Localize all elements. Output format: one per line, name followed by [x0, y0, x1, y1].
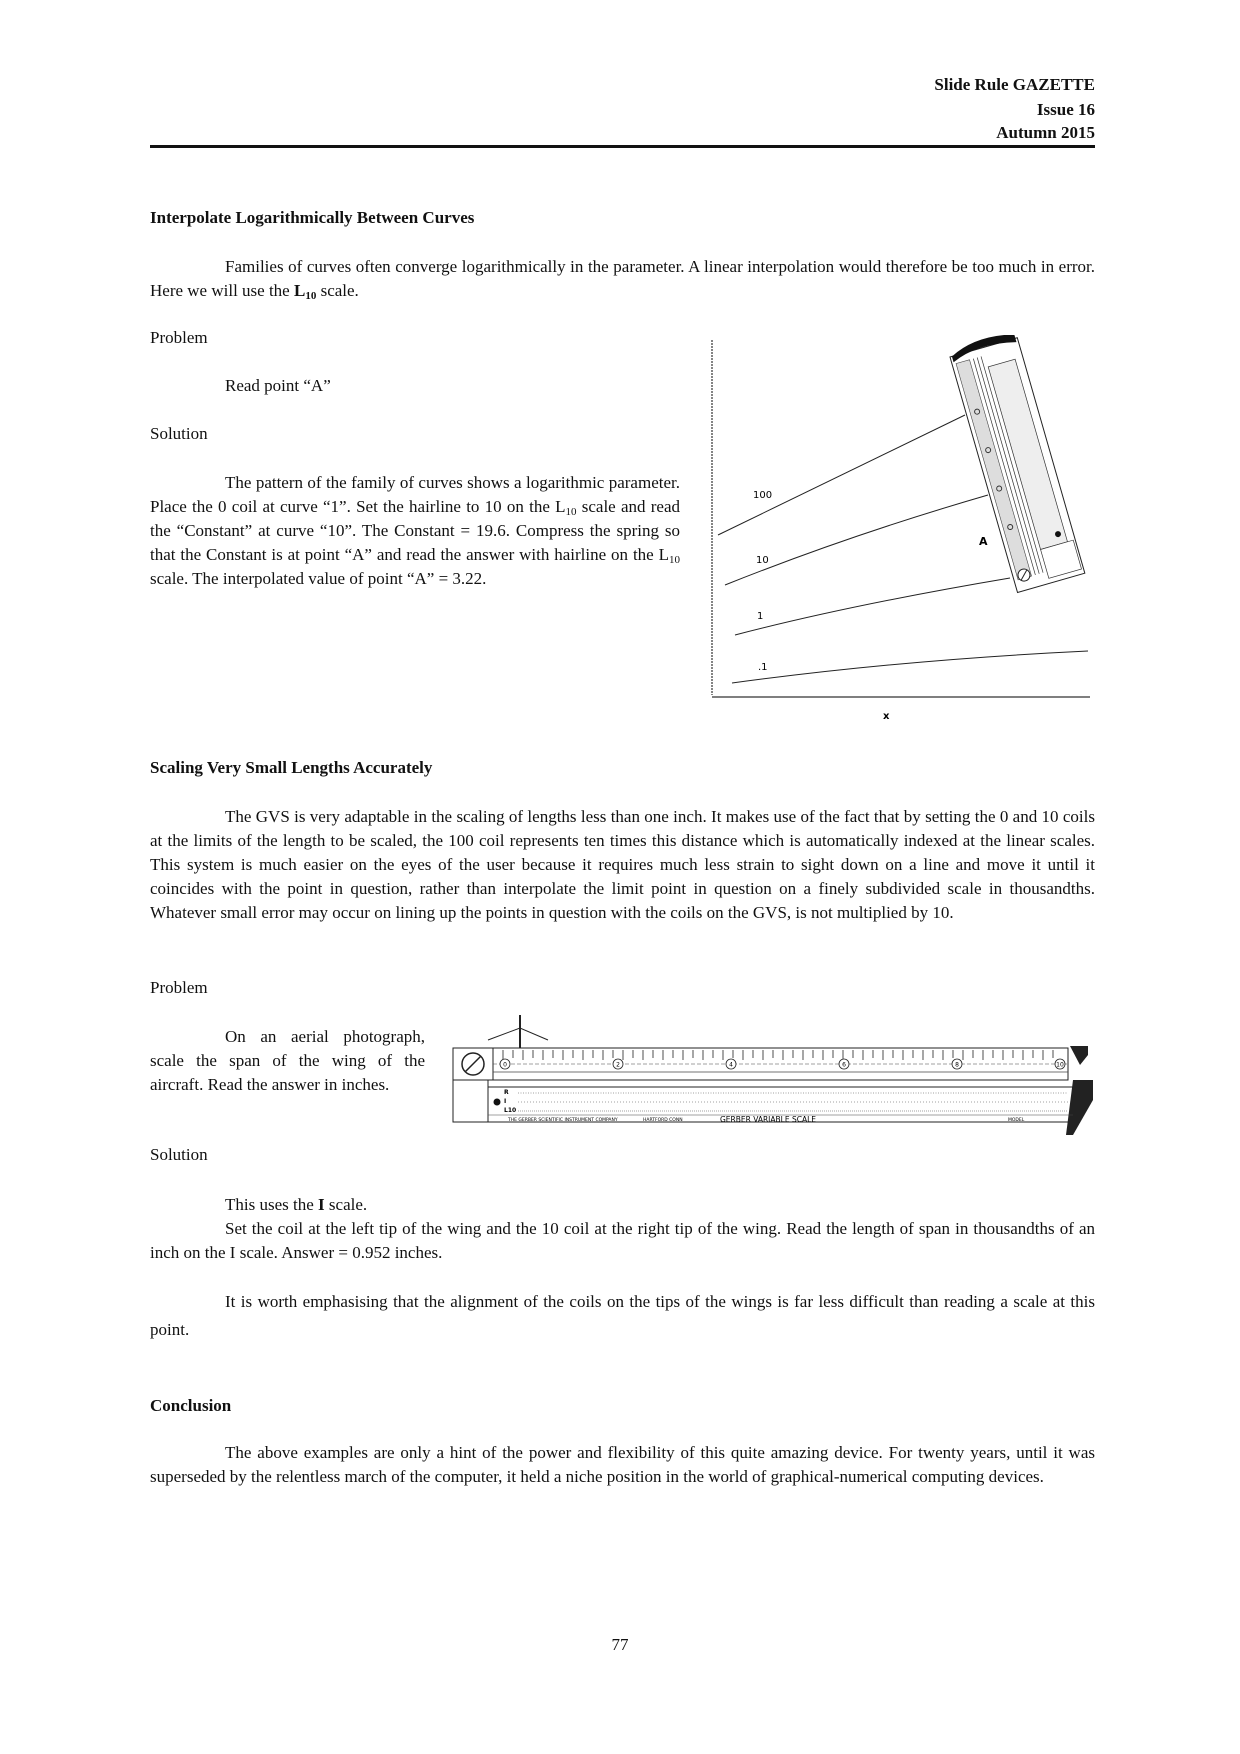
intro-text: Families of curves often converge logarithmically in the parameter. A linear interpolation would therefore be too much in error. Here we will use the: [150, 257, 1095, 300]
section-heading-scaling: Scaling Very Small Lengths Accurately: [150, 758, 433, 777]
coil-label-6: 6: [842, 1061, 846, 1069]
section-heading-conclusion: Conclusion: [150, 1396, 232, 1415]
problem-label: Problem: [150, 328, 208, 347]
curve-label-10: 10: [756, 555, 769, 566]
scale-name: I: [318, 1195, 325, 1214]
product-label: GERBER VARIABLE SCALE: [719, 1115, 817, 1124]
subscript: 10: [669, 554, 680, 566]
model-label: MODEL: [1008, 1118, 1025, 1123]
section2-problem-text: On an aerial photograph, scale the span of the wing of the aircraft. Read the answer in inches.: [150, 1027, 425, 1094]
publication-title: Slide Rule GAZETTE: [934, 75, 1095, 94]
solution-label: Solution: [150, 424, 208, 443]
x-axis-label: x: [883, 711, 890, 722]
scale-name: L: [293, 281, 306, 300]
problem-text: Read point “A”: [225, 376, 331, 395]
coil-label-2: 2: [616, 1061, 620, 1069]
city-label: HARTFORD CONN: [643, 1118, 683, 1123]
scale-label-i: I: [504, 1098, 507, 1105]
intro-text-end: scale.: [316, 281, 359, 300]
section2-emphasis: It is worth emphasising that the alignment of the coils on the tips of the wings is far less difficult than reading a scale at this point.: [150, 1292, 1095, 1339]
gvs-instrument-icon: [948, 335, 1085, 593]
maker-label: THE GERBER SCIENTIFIC INSTRUMENT COMPANY: [508, 1118, 618, 1123]
curve-label-1: 1: [757, 611, 764, 622]
solution-text: This uses the: [225, 1195, 319, 1214]
section2-solution-line1: [225, 1193, 1095, 1217]
coil-label-10: 10: [1056, 1061, 1064, 1069]
conclusion-body: The above examples are only a hint of the power and flexibility of this quite amazing device. For twenty years, until it was superseded by the relentless march of the computer, it held a niche position in the world of graphical-numerical computing devices.: [150, 1443, 1095, 1486]
gerber-variable-scale-figure: [448, 1010, 1103, 1140]
scale-label-r: R: [504, 1089, 509, 1096]
section1-solution: [150, 471, 680, 591]
scale-label-l10: L10: [504, 1107, 517, 1114]
section2-solution-line2: Set the coil at the left tip of the wing and the 10 coil at the right tip of the wing. Read the length of span in thousandths of an inch on the I scale. Answer = 0.952 inches.: [150, 1219, 1095, 1262]
section-heading-interpolate: Interpolate Logarithmically Between Curves: [150, 208, 475, 227]
coil-label-0: 0: [503, 1061, 507, 1069]
subscript: 10: [565, 506, 577, 518]
solution-text: scale.: [324, 1195, 368, 1214]
curve-label-point1: .1: [758, 662, 768, 673]
section1-intro: [150, 255, 1095, 303]
solution-text: The pattern of the family of curves shows a logarithmic parameter. Place the 0 coil at curve “1”. Set the hairline to 10 on the L: [150, 473, 680, 516]
solution-text: scale. The interpolated value of point “A” = 3.22.: [150, 569, 487, 588]
scale-subscript: 10: [305, 290, 317, 302]
section2-body: The GVS is very adaptable in the scaling of lengths less than one inch. It makes use of the fact that by setting the 0 and 10 coils at the limits of the length to be scaled, the 100 coil represents ten times this distance which is automatically indexed at the linear scales. This system is much easier on the eyes of the user because it requires much less strain to sight down on a line and move it until it coincides with the point in question, rather than interpolate the limit point in question on a finely subdivided scale in thousandths. Whatever small error may occur on lining up the points in question with the coils on the GVS, is not multiplied by 10.: [150, 807, 1095, 922]
problem-label: Problem: [150, 978, 208, 997]
curve-label-100: 100: [753, 490, 773, 501]
issue-number: Issue 16: [1036, 100, 1095, 119]
curve-family-figure: [700, 335, 1100, 730]
issue-season: Autumn 2015: [996, 123, 1095, 142]
solution-label: Solution: [150, 1145, 208, 1164]
point-a-label: A: [979, 535, 988, 548]
page-number: 77: [611, 1635, 629, 1654]
coil-label-8: 8: [955, 1061, 959, 1069]
coil-label-4: 4: [729, 1061, 733, 1069]
solution-text: scale and read the “Constant” at curve “10”. The Constant = 19.6. Compress the spring so that the Constant is at point “A” and read the answer with hairline on the L: [150, 497, 680, 564]
header-rule: [150, 145, 1095, 148]
